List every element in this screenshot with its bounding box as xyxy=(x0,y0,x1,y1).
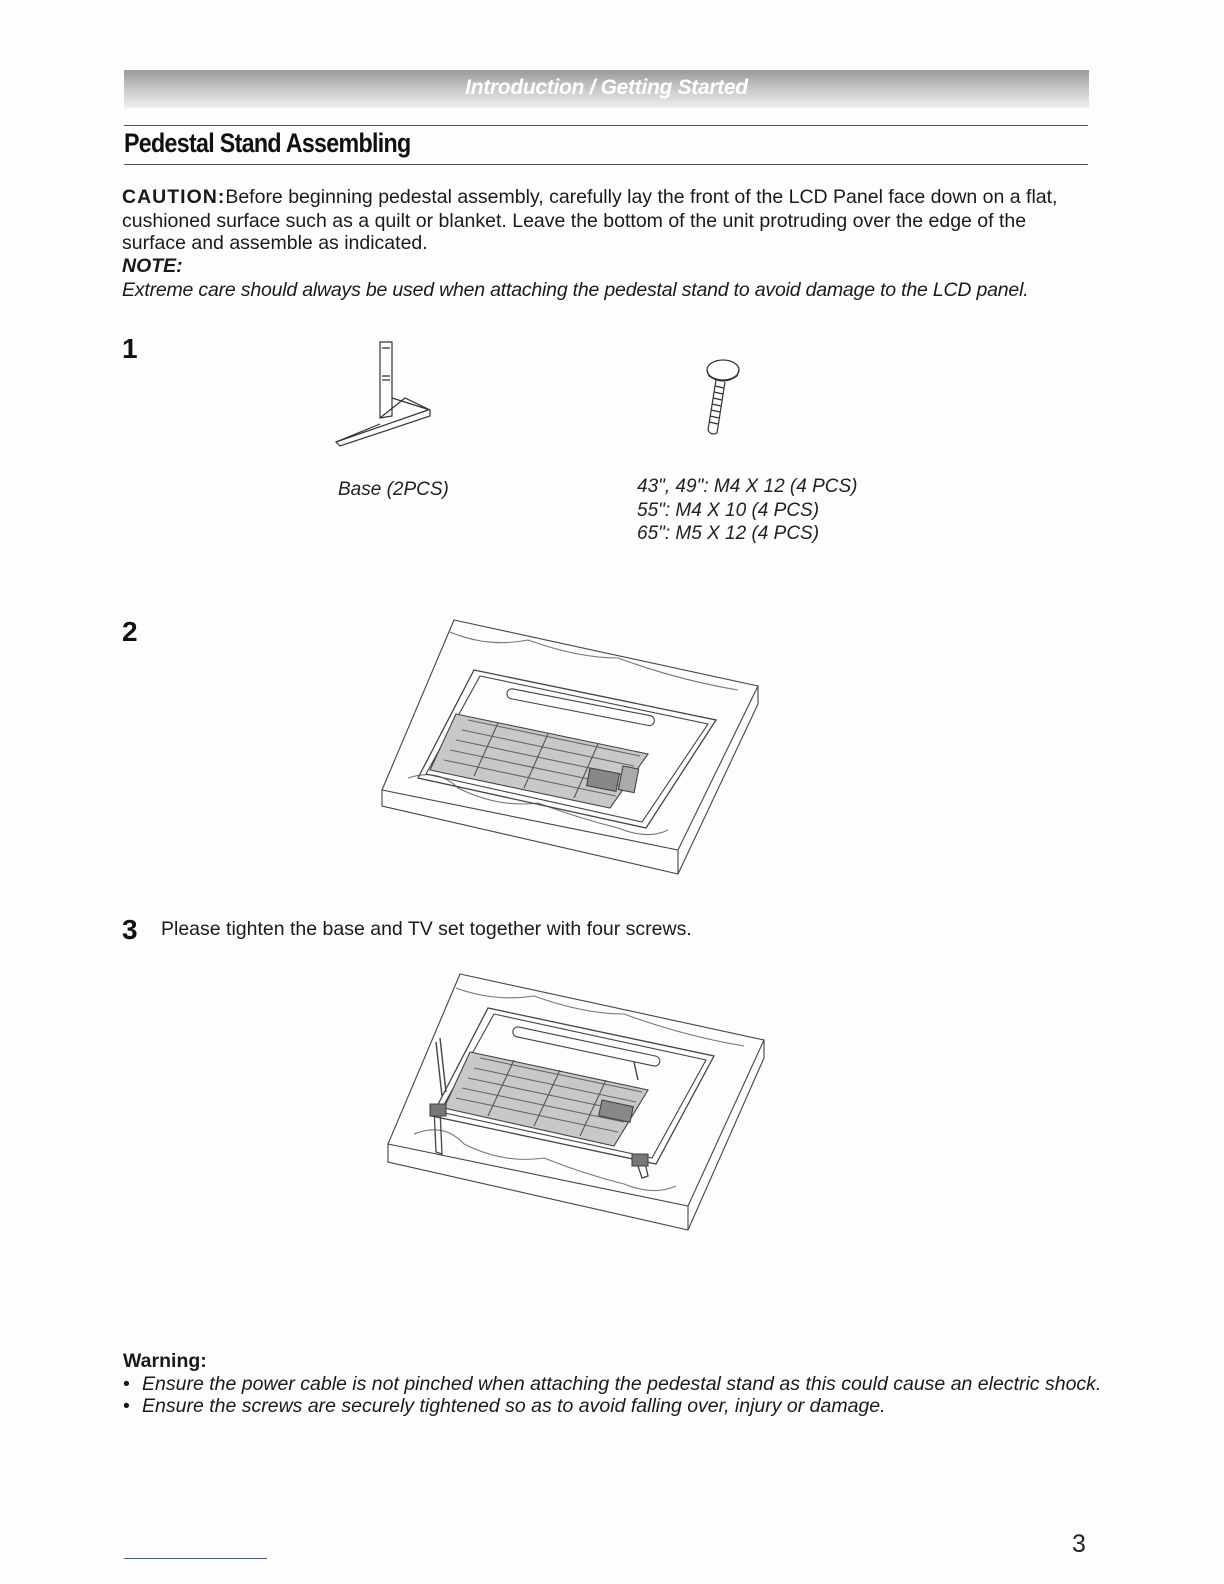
caution-paragraph xyxy=(122,185,1082,253)
step-3-instruction: Please tighten the base and TV set together with four screws. xyxy=(161,918,692,940)
note-block xyxy=(122,255,1082,301)
warning-list xyxy=(123,1373,1101,1417)
note-text: Extreme care should always be used when attaching the pedestal stand to avoid damage to the LCD panel. xyxy=(122,279,1029,301)
bullet-dot: • xyxy=(123,1395,130,1417)
warning-bullet-1-text: Ensure the power cable is not pinched when attaching the pedestal stand as this could cause an electric shock. xyxy=(142,1373,1102,1395)
screw-spec-2: 55": M4 X 10 (4 PCS) xyxy=(637,499,820,521)
base-caption: Base (2PCS) xyxy=(338,479,449,500)
page-title: Pedestal Stand Assembling xyxy=(124,128,411,158)
step-1-number: 1 xyxy=(122,333,138,364)
section-header-text: Introduction / Getting Started xyxy=(465,76,748,99)
title-top-rule xyxy=(124,125,1088,126)
step-2-number: 2 xyxy=(122,616,138,647)
caution-line-2: cushioned surface such as a quilt or blanket. Leave the bottom of the unit protruding over the edge of the xyxy=(122,210,1027,232)
caution-line-1: Before beginning pedestal assembly, carefully lay the front of the LCD Panel face down on a flat, xyxy=(225,186,1058,208)
caution-line-3: surface and assemble as indicated. xyxy=(122,232,428,254)
base-stand-illustration xyxy=(330,338,445,453)
step-3-number: 3 xyxy=(122,914,138,945)
tv-face-down-illustration xyxy=(378,618,763,878)
title-bottom-rule xyxy=(124,164,1088,165)
screw-illustration xyxy=(695,356,750,438)
tv-with-stands-illustration xyxy=(384,972,769,1234)
screw-spec-list xyxy=(637,475,857,546)
warning-bullet-2-text: Ensure the screws are securely tightened so as to avoid falling over, injury or damage. xyxy=(142,1395,886,1417)
page-number: 3 xyxy=(1072,1530,1086,1558)
section-header-bar xyxy=(124,70,1089,108)
bullet-dot: • xyxy=(123,1373,130,1395)
footer-line xyxy=(124,1558,267,1559)
screw-spec-3: 65": M5 X 12 (4 PCS) xyxy=(637,523,820,544)
caution-label: CAUTION: xyxy=(122,186,226,208)
warning-bullet-1 xyxy=(123,1373,1101,1395)
warning-label: Warning: xyxy=(123,1350,207,1372)
warning-bullet-2 xyxy=(123,1395,1101,1417)
note-label: NOTE: xyxy=(122,255,183,277)
screw-spec-1: 43", 49": M4 X 12 (4 PCS) xyxy=(637,476,858,497)
